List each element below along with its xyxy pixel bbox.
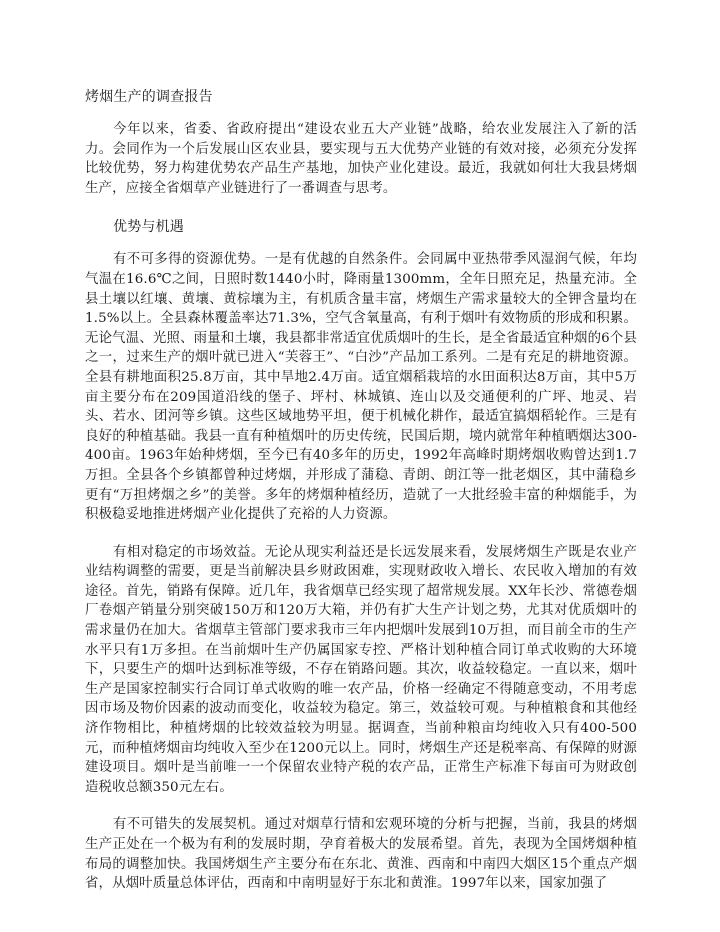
section-heading: 优势与机遇 [113, 219, 184, 236]
document-body [85, 86, 637, 912]
paragraph-market-benefit: 有相对稳定的市场效益。无论从现实利益还是长远发展来看，发展烤烟生产既是农业产业结构调整的需要，更是当前解决县乡财政困难，实现财政收入增长、农民收入增加的有效途径。首先，销路有保障。近几年，我省烟草已经实现了超常规发展。XX年长沙、常德卷烟厂卷烟产销量分别突破150万和120万大箱，并仍有扩大生产计划之势，尤其对优质烟叶的需求量仍在加大。省烟草主管部门要求我市三年内把烟叶发展到10万担，而目前全市的生产水平只有1万多担。在当前烟叶生产仍属国家专控、严格计划种植合同订单式收购的大环境下，只要生产的烟叶达到标准等级，不存在销路问题。其次，收益较稳定。一直以来，烟叶生产是国家控制实行合同订单式收购的唯一农产品，价格一经确定不得随意变动，不用考虑因市场及物价因素的波动而变化，收益较为稳定。第三，效益较可观。与种植粮食和其他经济作物相比，种植烤烟的比较效益较为明显。据调查，当前种粮亩均纯收入只有400-500元，而种植烤烟亩均纯收入至少在1200元以上。同时，烤烟生产还是税率高、有保障的财源建设项目。烟叶是当前唯一一个保留农业特产税的农产品，正常生产标准下每亩可为财政创造税收总额350元左右。 [85, 544, 637, 795]
paragraph-resource-advantage: 有不可多得的资源优势。一是有优越的自然条件。会同属中亚热带季风湿润气候，年均气温在16.6℃之间，日照时数1440小时，降雨量1300mm，全年日照充足，热量充沛。全县土壤以红壤、黄壤、黄棕壤为主，有机质含量丰富，烤烟生产需求量较大的全钾含量均在1.5%以上。全县森林覆盖率达71.3%，空气含氧量高，有利于烟叶有效物质的形成和积累。无论气温、光照、雨量和土壤，我县都非常适宜优质烟叶的生长，是全省最适宜种烟的6个县之一，过来生产的烟叶就已进入“芙蓉王”、“白沙”产品加工系列。二是有充足的耕地资源。全县有耕地面积25.8万亩，其中旱地2.4万亩。适宜烟稻栽培的水田面积达8万亩，其中5万亩主要分布在209国道沿线的堡子、坪村、林城镇、连山以及交通便利的广坪、地灵、岩头、若水、团河等乡镇。这些区域地势平坦，便于机械化耕作，最适宜搞烟稻轮作。三是有良好的种植基础。我县一直有种植烟叶的历史传统，民国后期，境内就常年种植晒烟达300-400亩。1963年始种烤烟，至今已有40多年的历史，1992年高峰时期烤烟收购曾达到1.7万担。全县各个乡镇都曾种过烤烟，并形成了蒲稳、青朗、朗江等一批老烟区，其中蒲稳乡更有“万担烤烟之乡”的美誉。多年的烤烟种植经历，造就了一大批经验丰富的种烟能手，为积极稳妥地推进烤烟产业化提供了充裕的人力资源。 [85, 252, 637, 523]
intro-paragraph: 今年以来，省委、省政府提出“建设农业五大产业链”战略，给农业发展注入了新的活力。会同作为一个后发展山区农业县，要实现与五大优势产业链的有效对接，必须充分发挥比较优势，努力构建优势农产品生产基地，加快产业化建设。最近，我就如何壮大我县烤烟生产，应接全省烟草产业链进行了一番调查与思考。 [85, 122, 637, 196]
paragraph-development-opportunity: 有不可错失的发展契机。通过对烟草行情和宏观环境的分析与把握，当前，我县的烤烟生产正处在一个极为有利的发展时期，孕育着极大的发展希望。首先，表现为全国烤烟种植布局的调整加快。我国烤烟生产主要分布在东北、黄淮、西南和中南四大烟区15个重点产烟省，从烟叶质量总体评估，西南和中南明显好于东北和黄淮。1997年以来，国家加强了 [85, 817, 637, 892]
document-title: 烤烟生产的调查报告 [85, 89, 213, 105]
